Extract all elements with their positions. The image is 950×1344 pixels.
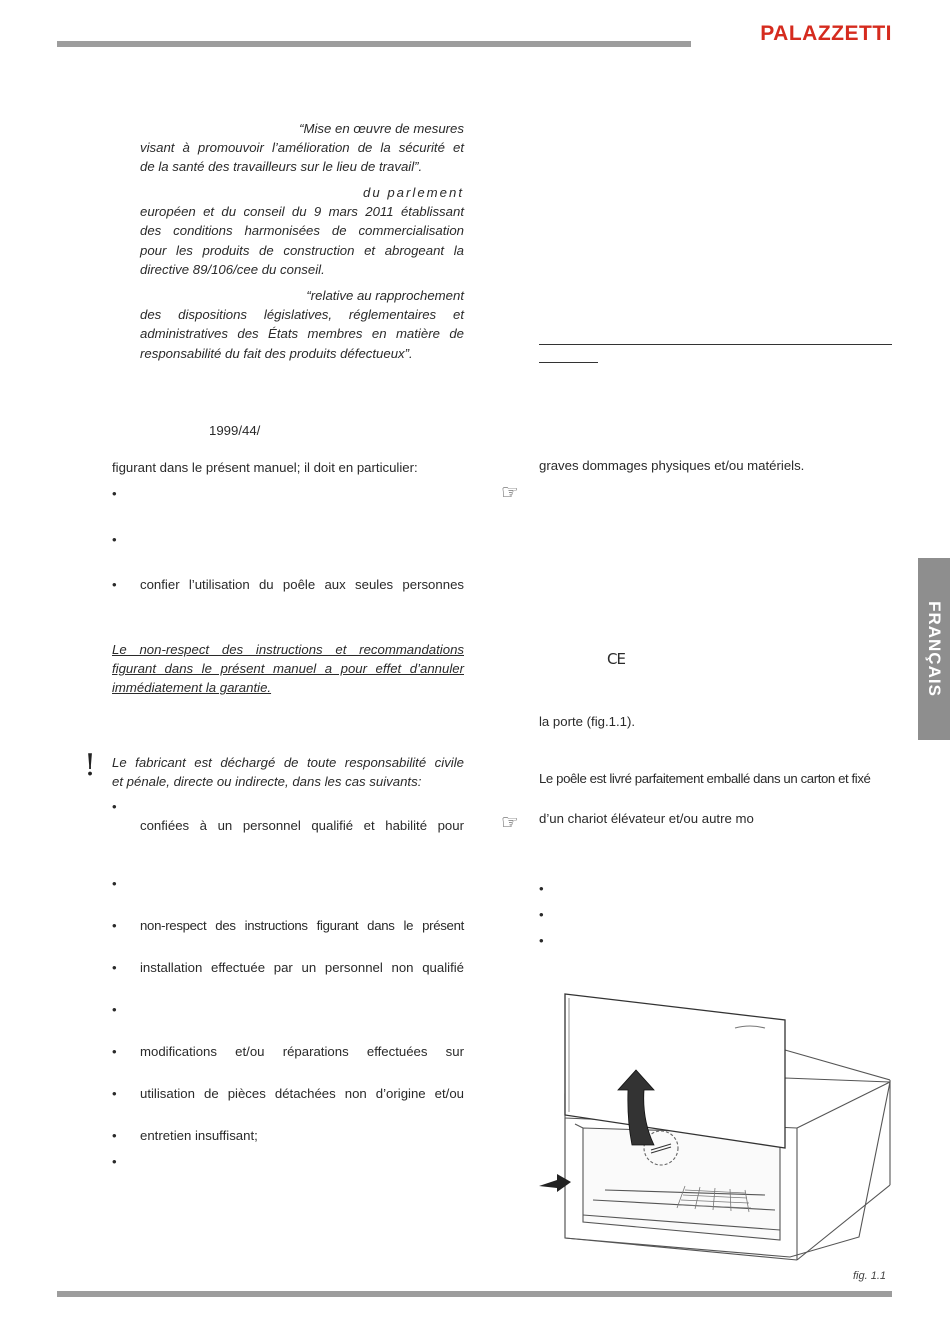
figure-caption: fig. 1.1 — [853, 1270, 887, 1282]
case-bullet-7: • — [112, 1086, 117, 1101]
case-6-text: modifications et/ou réparations effectuées sur — [140, 1044, 464, 1059]
case-bullet-1: • — [112, 799, 117, 814]
ce-mark-icon: CE — [607, 650, 625, 668]
quote-product-liability: “relative au rapprochement des dispositions législatives, réglementaires et administratives des États membres en matière de responsabilité du fait des produits défectueux”. — [140, 288, 464, 361]
bullet-2: • — [112, 532, 117, 547]
brand-logo: PALAZZETTI — [760, 22, 892, 45]
bullet-3-text: confier l’utilisation du poêle aux seules personnes — [140, 577, 464, 592]
pointing-hand-icon: ☞ — [501, 482, 519, 504]
case-4-text: installation effectuée par un personnel non qualifié — [140, 960, 464, 975]
footer-rule — [57, 1291, 892, 1297]
manual-instructions-line: figurant dans le présent manuel; il doit en particulier: — [112, 460, 418, 475]
bullet-1: • — [112, 486, 117, 501]
forklift-line: d’un chariot élévateur et/ou autre mo — [539, 811, 754, 826]
case-bullet-9: • — [112, 1154, 117, 1169]
language-tab[interactable] — [918, 558, 950, 740]
warning-icon: ! — [84, 748, 97, 783]
header-rule — [57, 41, 691, 47]
case-8-text: entretien insuffisant; — [140, 1128, 258, 1143]
right-bullet-2: • — [539, 907, 544, 922]
right-bullet-3: • — [539, 933, 544, 948]
section-rule — [539, 344, 892, 345]
pointing-hand-icon-2: ☞ — [501, 812, 519, 834]
bullet-3: • — [112, 577, 117, 592]
quote-construction-products: du parlement européen et du conseil du 9 mars 2011 établissant des conditions harmonisées de commercialisation pour les produits de construction et abrogeant la directive 89/106/cee du conseil. — [140, 185, 464, 277]
stove-illustration — [535, 990, 897, 1262]
damage-line: graves dommages physiques et/ou matériels. — [539, 458, 805, 473]
liability-intro: Le fabricant est déchargé de toute responsabilité civile et pénale, directe ou indirecte, dans les cas suivants: — [112, 755, 464, 790]
directive-reference: 1999/44/ — [209, 423, 261, 438]
case-1-text: confiées à un personnel qualifié et habilité pour — [140, 818, 464, 833]
case-bullet-6: • — [112, 1044, 117, 1059]
case-bullet-4: • — [112, 960, 117, 975]
case-7-text: utilisation de pièces détachées non d’origine et/ou — [140, 1086, 464, 1101]
right-bullet-1: • — [539, 881, 544, 896]
case-3-text: non-respect des instructions figurant dans le présent — [140, 918, 464, 933]
quote-safety-measures: “Mise en œuvre de mesures visant à promouvoir l’amélioration de la sécurité et de la santé des travailleurs sur le lieu de travail”. — [140, 121, 464, 175]
language-tab-label: FRANÇAIS — [925, 601, 944, 697]
case-bullet-5: • — [112, 1002, 117, 1017]
case-bullet-3: • — [112, 918, 117, 933]
delivery-line: Le poêle est livré parfaitement emballé dans un carton et fixé — [539, 771, 871, 786]
case-bullet-2: • — [112, 876, 117, 891]
warranty-note: Le non-respect des instructions et recommandations figurant dans le présent manuel a pour effet d’annuler immédiatement la garantie. — [112, 642, 464, 696]
case-bullet-8: • — [112, 1128, 117, 1143]
section-rule-short — [539, 362, 598, 363]
door-line: la porte (fig.1.1). — [539, 714, 636, 729]
